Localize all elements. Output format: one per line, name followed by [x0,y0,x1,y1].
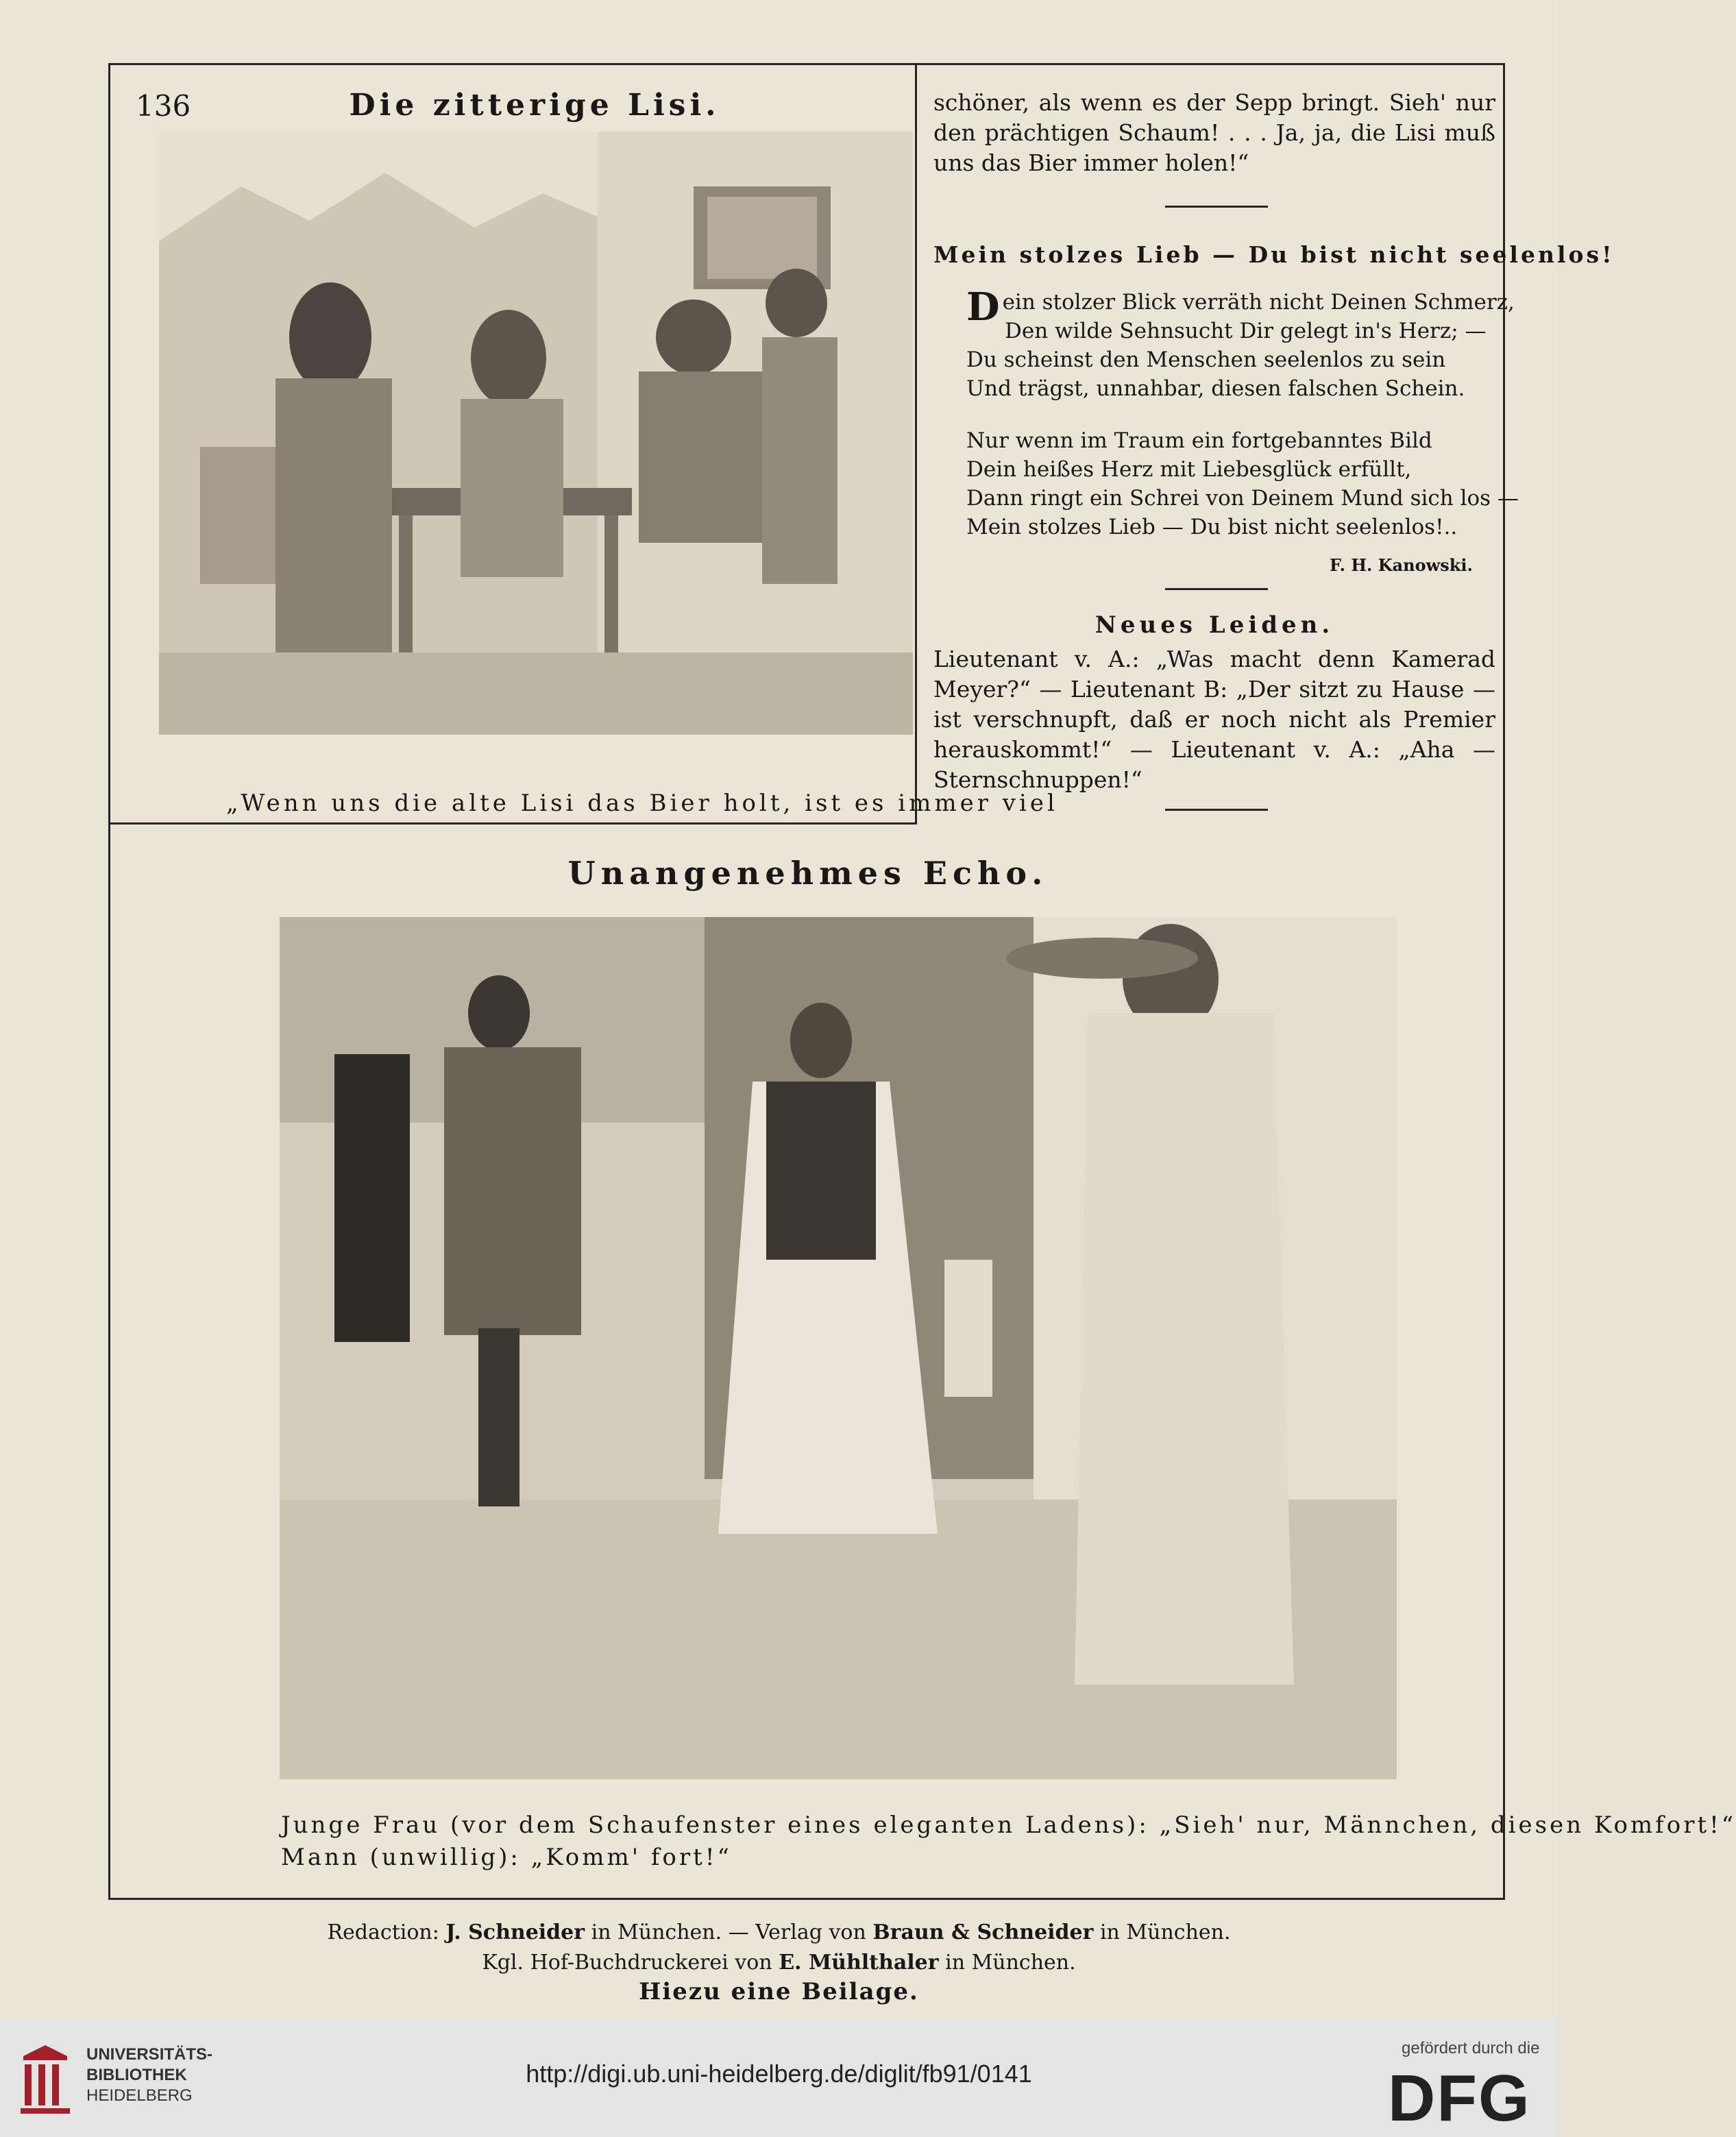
dfg-logo[interactable]: DFG [1388,2062,1531,2135]
footer-text: in München. [938,1951,1076,1975]
rule [1165,588,1268,590]
footer-line-1 [0,1920,1558,1944]
footer-text: in München. [1093,1920,1231,1944]
lisi-continuation [933,88,1495,178]
neues-text: Lieutenant v. A.: „Was macht denn Kamerad Meyer?“ — Lieutenant B: „Der sitzt zu Hause — ist verschnupft, daß er noch nicht als Premier herauskommt!“ — Lieutenant v. A.: „Aha — Sternschnuppen!“ [933,646,1495,793]
footer-printer: E. Mühlthaler [779,1951,939,1975]
footer-text: Redaction: [327,1920,446,1944]
footer-editor: J. Schneider [445,1920,585,1944]
rule [1165,206,1268,208]
column-divider [915,65,917,825]
lisi-title: Die zitterige Lisi. [349,88,720,123]
poem-line: Dein heißes Herz mit Liebesglück erfüllt, [966,457,1412,482]
viewer-bottom-bar [0,2018,1558,2137]
poem-line: Und trägst, unnahbar, diesen falschen Schein. [966,376,1465,401]
footer-text: Kgl. Hof-Buchdruckerei von [482,1951,779,1975]
echo-illustration [280,917,1397,1779]
poem-title: Mein stolzes Lieb — Du bist nicht seelenlos! [933,241,1615,268]
poem-author: F. H. Kanowski. [1330,555,1473,575]
poem-line: Nur wenn im Traum ein fortgebanntes Bild [966,428,1432,453]
footer-line-2 [0,1951,1558,1975]
poem-line: Dann ringt ein Schrei von Deinem Mund sich los — [966,486,1519,511]
echo-title: Unangenehmes Echo. [567,855,1049,892]
footer-publisher: Braun & Schneider [872,1920,1094,1944]
poem-line: Den wilde Sehnsucht Dir gelegt in's Herz; — [1005,319,1487,343]
lisi-continuation-text: schöner, als wenn es der Sepp bringt. Sieh' nur den prächtigen Schaum! . . . Ja, ja, die Lisi muß uns das Bier immer holen!“ [933,89,1495,176]
lisi-caption: „Wenn uns die alte Lisi das Bier holt, ist es immer viel [226,790,1058,817]
poem-line: Du scheinst den Menschen seelenlos zu sein [966,347,1446,372]
section-divider [110,822,917,825]
echo-caption-1: Junge Frau (vor dem Schaufenster eines eleganten Ladens): „Sieh' nur, Männchen, diesen Komfort!“ [281,1811,1736,1839]
footer-text: in München. — Verlag von [585,1920,873,1944]
lisi-illustration [159,132,913,735]
funded-by-text: gefördert durch die [1402,2039,1540,2057]
poem [966,284,1519,541]
ub-line: BIBLIOTHEK [86,2066,187,2084]
page-number: 136 [136,89,191,123]
ub-line: HEIDELBERG [86,2086,193,2105]
poem-line: ein stolzer Blick verräth nicht Deinen Schmerz, [1002,290,1515,315]
permalink-url[interactable]: http://digi.ub.uni-heidelberg.de/diglit/fb91/0141 [526,2060,1032,2088]
ub-line: UNIVERSITÄTS- [86,2045,213,2064]
footer-supplement: Hiezu eine Beilage. [639,1978,919,2005]
echo-caption-2: Mann (unwillig): „Komm' fort!“ [281,1844,732,1871]
poem-line: Mein stolzes Lieb — Du bist nicht seelenlos!.. [966,515,1458,539]
neues-title: Neues Leiden. [1095,611,1334,639]
rule [1165,809,1268,811]
poem-dropcap: D [966,284,1000,330]
